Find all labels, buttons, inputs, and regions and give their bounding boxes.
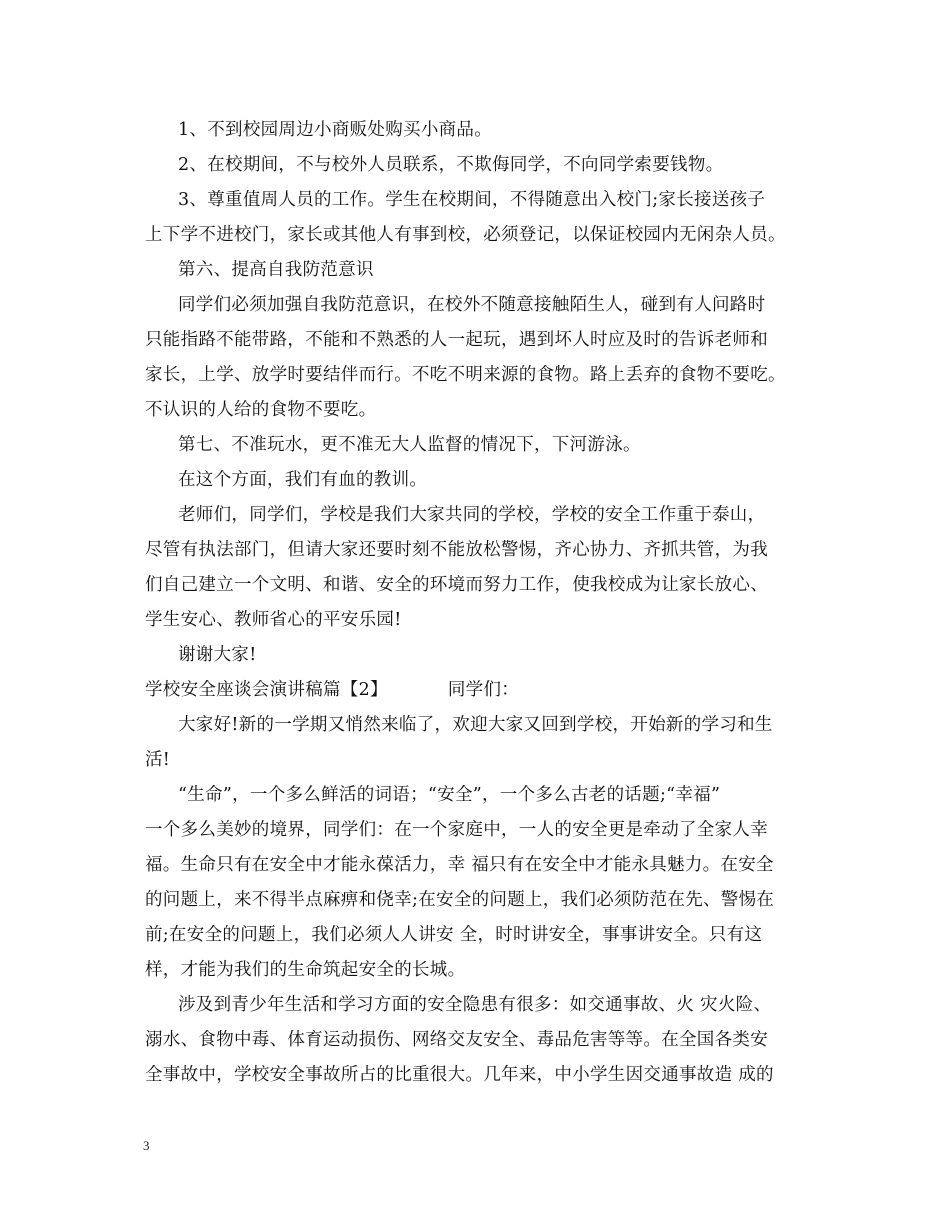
text-line: 们自己建立一个文明、和谐、安全的环境而努力工作，使我校成为让家长放心、 (145, 575, 768, 595)
text-line: 家长，上学、放学时要结伴而行。不吃不明来源的食物。路上丢弃的食物不要吃。 (145, 365, 786, 385)
text-line: 只能指路不能带路，不能和不熟悉的人一起玩，遇到坏人时应及时的告诉老师和 (145, 330, 768, 350)
text-line: 同学们必须加强自我防范意识，在校外不随意接触陌生人，碰到有人问路时 (178, 295, 766, 315)
text-line: 尽管有执法部门，但请大家还要时刻不能放松警惕，齐心协力、齐抓共管，为我 (145, 540, 768, 560)
text-line: 溺水、食物中毒、体育运动损伤、网络交友安全、毒品危害等等。在全国各类安 (145, 1030, 768, 1050)
text-line: 学生安心、教师省心的平安乐园! (145, 610, 402, 630)
text-line: 老师们，同学们，学校是我们大家共同的学校，学校的安全工作重于泰山， (178, 505, 766, 525)
speech-greeting: 同学们： (447, 680, 520, 700)
speech-title: 学校安全座谈会演讲稿篇【2】 (145, 680, 388, 700)
page-number: 3 (143, 1138, 150, 1153)
text-line: 在这个方面，我们有血的教训。 (178, 470, 428, 490)
text-line: 2、在校期间，不与校外人员联系，不欺侮同学，不向同学索要钱物。 (178, 155, 724, 175)
text-line: 不认识的人给的食物不要吃。 (145, 400, 377, 420)
text-line: 一个多么美妙的境界，同学们：在一个家庭中，一人的安全更是牵动了全家人幸 (145, 820, 768, 840)
speech-heading (145, 678, 825, 702)
text-line: 全事故中，学校安全事故所占的比重很大。几年来，中小学生因交通事故造 成的 (145, 1065, 774, 1085)
text-line: 的问题上，来不得半点麻痹和侥幸;在安全的问题上，我们必须防范在先、警惕在 (145, 890, 775, 910)
text-line: 1、不到校园周边小商贩处购买小商品。 (178, 120, 493, 140)
text-line: 谢谢大家! (178, 645, 257, 665)
text-line: 福。生命只有在安全中才能永葆活力，幸 福只有在安全中才能永具魅力。在安全 (145, 855, 774, 875)
section-heading: 第七、不准玩水，更不准无大人监督的情况下，下河游泳。 (178, 435, 641, 455)
text-line: 样，才能为我们的生命筑起安全的长城。 (145, 960, 466, 980)
text-line: 活! (145, 750, 171, 770)
text-line: 3、尊重值周人员的工作。学生在校期间，不得随意出入校门;家长接送孩子 (178, 190, 766, 210)
section-heading: 第六、提高自我防范意识 (178, 260, 374, 280)
text-line: 上下学不进校门，家长或其他人有事到校，必须登记，以保证校园内无闲杂人员。 (145, 225, 786, 245)
text-line: 涉及到青少年生活和学习方面的安全隐患有很多：如交通事故、火 灾火险、 (178, 995, 772, 1015)
text-line: “生命”，一个多么鲜活的词语；“安全”，一个多么古老的话题;“幸福” (178, 785, 721, 805)
text-line: 大家好!新的一学期又悄然来临了，欢迎大家又回到学校，开始新的学习和生 (178, 715, 773, 735)
text-line: 前;在安全的问题上，我们必须人人讲安 全，时时讲安全，事事讲安全。只有这 (145, 925, 763, 945)
